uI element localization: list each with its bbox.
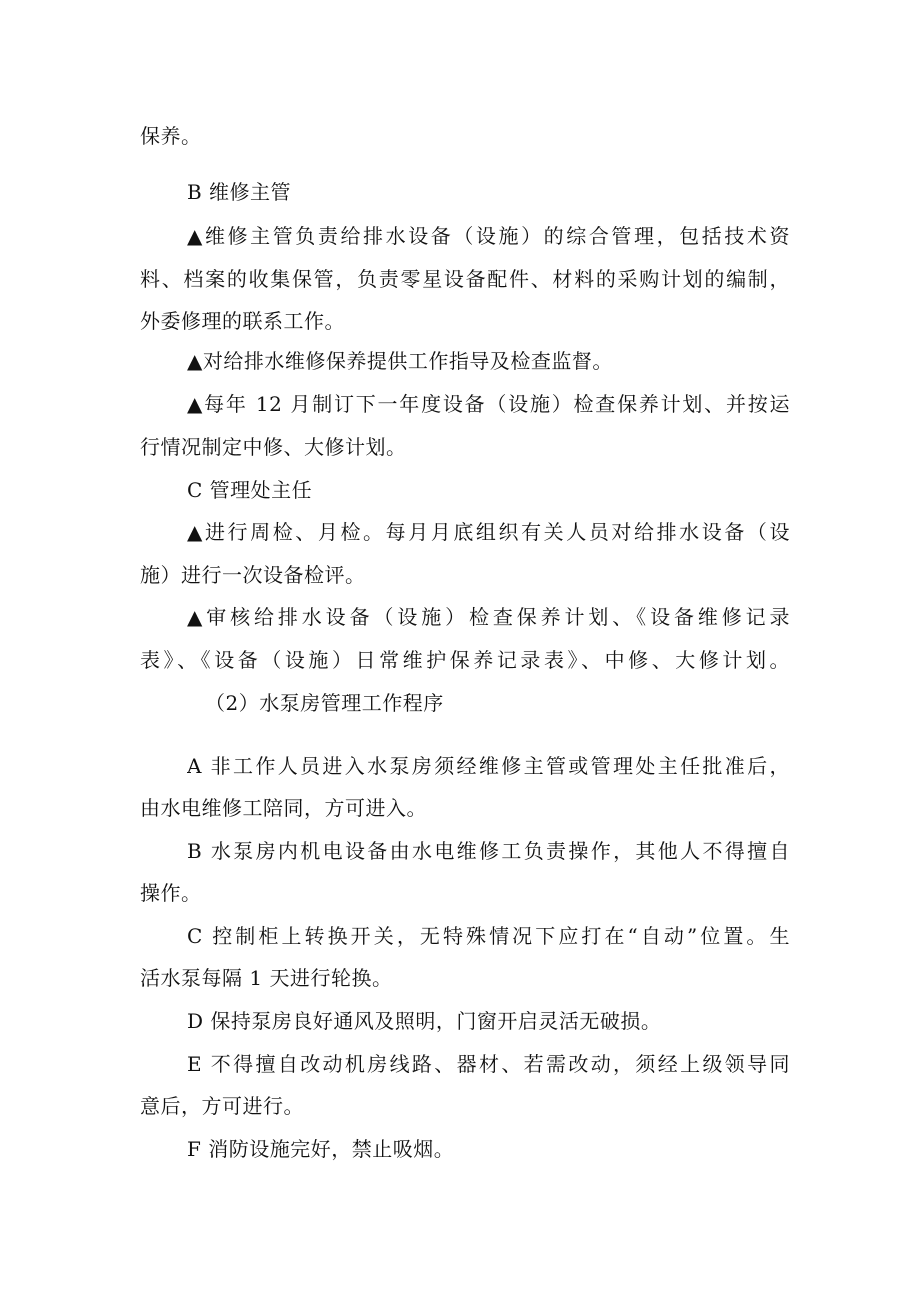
section-heading-c: C 管理处主任 <box>187 478 313 502</box>
text-line: A 非工作人员进入水泵房须经维修主管或管理处主任批准后， <box>187 754 790 778</box>
text-line: 意后，方可进行。 <box>140 1094 304 1118</box>
text-line: F 消防设施完好，禁止吸烟。 <box>187 1137 455 1161</box>
text-line: ▲进行周检、月检。每月月底组织有关人员对给排水设备（设 <box>187 520 790 544</box>
text-line: 料、档案的收集保管，负责零星设备配件、材料的采购计划的编制， <box>140 267 790 291</box>
text-line: 施）进行一次设备检评。 <box>140 563 366 587</box>
text-line: C 控制柜上转换开关，无特殊情况下应打在“自动”位置。生 <box>187 924 790 948</box>
text-line: ▲审核给排水设备（设施）检查保养计划、《设备维修记录 <box>187 605 790 629</box>
text-line: 外委修理的联系工作。 <box>140 309 345 333</box>
text-line: B 水泵房内机电设备由水电维修工负责操作，其他人不得擅自 <box>187 839 790 863</box>
text-line: ▲维修主管负责给排水设备（设施）的综合管理，包括技术资 <box>187 224 790 248</box>
section-heading-b: B 维修主管 <box>187 180 292 204</box>
text-line: 活水泵每隔 1 天进行轮换。 <box>140 966 393 990</box>
text-line: 表》、《设备（设施）日常维护保养记录表》、中修、大修计划。 <box>140 648 790 672</box>
text-line: ▲对给排水维修保养提供工作指导及检查监督。 <box>187 349 613 373</box>
text-line: ▲每年 12 月制订下一年度设备（设施）检查保养计划、并按运 <box>187 392 790 416</box>
text-line: E 不得擅自改动机房线路、器材、若需改动，须经上级领导同 <box>187 1052 790 1076</box>
text-line: D 保持泵房良好通风及照明，门窗开启灵活无破损。 <box>187 1009 662 1033</box>
text-line: 操作。 <box>140 881 202 905</box>
text-line: 行情况制定中修、大修计划。 <box>140 435 407 459</box>
text-line: 保养。 <box>140 124 202 148</box>
subsection-heading: （2）水泵房管理工作程序 <box>205 691 444 715</box>
text-line: 由水电维修工陪同，方可进入。 <box>140 796 427 820</box>
